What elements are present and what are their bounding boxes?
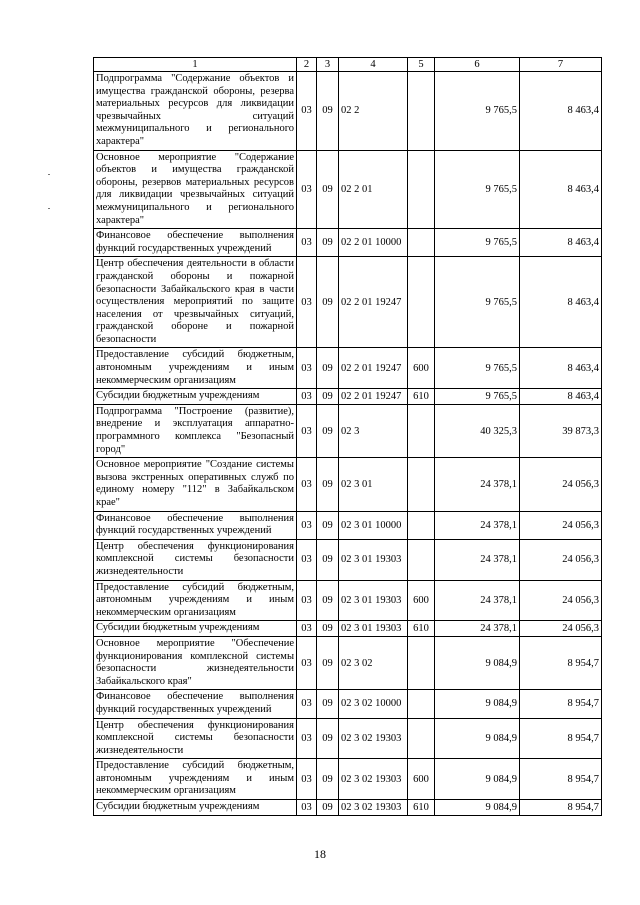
section-code-cell: 03 — [297, 580, 317, 621]
amount-6-cell: 9 765,5 — [435, 389, 520, 405]
target-article-cell: 02 2 01 — [339, 150, 408, 229]
amount-7-cell: 39 873,3 — [520, 404, 602, 457]
column-header: 5 — [408, 58, 435, 72]
amount-7-cell: 24 056,3 — [520, 621, 602, 637]
subsection-code-cell: 09 — [317, 636, 339, 689]
target-article-cell: 02 2 01 19247 — [339, 257, 408, 348]
target-article-cell: 02 3 02 19303 — [339, 759, 408, 800]
expense-type-cell: 610 — [408, 621, 435, 637]
section-code-cell: 03 — [297, 800, 317, 816]
subsection-code-cell: 09 — [317, 348, 339, 389]
amount-6-cell: 9 084,9 — [435, 718, 520, 759]
subsection-code-cell: 09 — [317, 404, 339, 457]
amount-7-cell: 24 056,3 — [520, 580, 602, 621]
expense-type-cell: 600 — [408, 580, 435, 621]
table-row — [94, 404, 602, 457]
row-name-cell: Предоставление субсидий бюджетным, автономным учреждениям и иным некоммерческим организациям — [94, 759, 297, 800]
row-name-cell: Субсидии бюджетным учреждениям — [94, 389, 297, 405]
table-row — [94, 229, 602, 257]
row-name-cell: Подпрограмма "Построение (развитие), внедрение и эксплуатация аппаратно-программного комплекса "Безопасный город" — [94, 404, 297, 457]
section-code-cell: 03 — [297, 718, 317, 759]
table-row — [94, 511, 602, 539]
section-code-cell: 03 — [297, 229, 317, 257]
amount-6-cell: 24 378,1 — [435, 458, 520, 511]
table-row — [94, 458, 602, 511]
scan-speck — [48, 174, 50, 175]
section-code-cell: 03 — [297, 759, 317, 800]
subsection-code-cell: 09 — [317, 539, 339, 580]
target-article-cell: 02 2 01 10000 — [339, 229, 408, 257]
row-name-cell: Основное мероприятие "Обеспечение функционирования комплексной системы безопасности жизнедеятельности Забайкальского края" — [94, 636, 297, 689]
expense-type-cell — [408, 150, 435, 229]
expense-type-cell: 610 — [408, 800, 435, 816]
amount-7-cell: 8 463,4 — [520, 72, 602, 151]
subsection-code-cell: 09 — [317, 759, 339, 800]
expense-type-cell — [408, 229, 435, 257]
expense-type-cell — [408, 539, 435, 580]
target-article-cell: 02 3 02 — [339, 636, 408, 689]
amount-7-cell: 8 954,7 — [520, 800, 602, 816]
table-header-row — [94, 58, 602, 72]
subsection-code-cell: 09 — [317, 718, 339, 759]
amount-7-cell: 24 056,3 — [520, 539, 602, 580]
amount-7-cell: 8 463,4 — [520, 150, 602, 229]
amount-6-cell: 24 378,1 — [435, 580, 520, 621]
page-number: 18 — [314, 847, 326, 861]
amount-6-cell: 9 765,5 — [435, 72, 520, 151]
target-article-cell: 02 3 01 19303 — [339, 580, 408, 621]
section-code-cell: 03 — [297, 539, 317, 580]
row-name-cell: Подпрограмма "Содержание объектов и имущества гражданской обороны, резерва материальных ресурсов для ликвидации чрезвычайных ситуаций межмуниципального и регионального характера" — [94, 72, 297, 151]
expense-type-cell: 600 — [408, 759, 435, 800]
subsection-code-cell: 09 — [317, 72, 339, 151]
row-name-cell: Предоставление субсидий бюджетным, автономным учреждениям и иным некоммерческим организациям — [94, 348, 297, 389]
target-article-cell: 02 3 02 19303 — [339, 800, 408, 816]
amount-6-cell: 9 084,9 — [435, 759, 520, 800]
row-name-cell: Финансовое обеспечение выполнения функций государственных учреждений — [94, 229, 297, 257]
subsection-code-cell: 09 — [317, 580, 339, 621]
amount-6-cell: 9 084,9 — [435, 636, 520, 689]
expense-type-cell — [408, 636, 435, 689]
amount-6-cell: 9 084,9 — [435, 690, 520, 718]
subsection-code-cell: 09 — [317, 621, 339, 637]
column-header: 7 — [520, 58, 602, 72]
target-article-cell: 02 2 — [339, 72, 408, 151]
subsection-code-cell: 09 — [317, 458, 339, 511]
row-name-cell: Субсидии бюджетным учреждениям — [94, 621, 297, 637]
table-row — [94, 690, 602, 718]
row-name-cell: Центр обеспечения деятельности в области гражданской обороны и пожарной безопасности Забайкальского края в части осуществления мероприятий по защите населения от чрезвычайных ситуаций, гражданской обороне и пожарной безопасности — [94, 257, 297, 348]
section-code-cell: 03 — [297, 348, 317, 389]
amount-7-cell: 8 954,7 — [520, 718, 602, 759]
subsection-code-cell: 09 — [317, 690, 339, 718]
amount-7-cell: 8 463,4 — [520, 348, 602, 389]
subsection-code-cell: 09 — [317, 389, 339, 405]
amount-6-cell: 9 765,5 — [435, 150, 520, 229]
amount-6-cell: 40 325,3 — [435, 404, 520, 457]
amount-7-cell: 8 463,4 — [520, 389, 602, 405]
expense-type-cell — [408, 690, 435, 718]
target-article-cell: 02 3 — [339, 404, 408, 457]
row-name-cell: Финансовое обеспечение выполнения функций государственных учреждений — [94, 690, 297, 718]
expense-type-cell — [408, 72, 435, 151]
amount-6-cell: 24 378,1 — [435, 511, 520, 539]
column-header: 3 — [317, 58, 339, 72]
amount-7-cell: 8 954,7 — [520, 636, 602, 689]
column-header: 4 — [339, 58, 408, 72]
amount-7-cell: 8 463,4 — [520, 257, 602, 348]
scan-speck — [48, 208, 50, 209]
section-code-cell: 03 — [297, 511, 317, 539]
target-article-cell: 02 3 01 — [339, 458, 408, 511]
row-name-cell: Центр обеспечения функционирования комплексной системы безопасности жизнедеятельности — [94, 539, 297, 580]
section-code-cell: 03 — [297, 690, 317, 718]
section-code-cell: 03 — [297, 257, 317, 348]
expense-type-cell — [408, 458, 435, 511]
subsection-code-cell: 09 — [317, 257, 339, 348]
expense-type-cell — [408, 404, 435, 457]
target-article-cell: 02 3 01 19303 — [339, 621, 408, 637]
target-article-cell: 02 3 01 19303 — [339, 539, 408, 580]
column-header: 2 — [297, 58, 317, 72]
amount-7-cell: 8 954,7 — [520, 690, 602, 718]
table-row — [94, 759, 602, 800]
column-header: 1 — [94, 58, 297, 72]
target-article-cell: 02 3 02 10000 — [339, 690, 408, 718]
amount-6-cell: 24 378,1 — [435, 621, 520, 637]
section-code-cell: 03 — [297, 621, 317, 637]
table-row — [94, 800, 602, 816]
table-row — [94, 718, 602, 759]
amount-6-cell: 9 765,5 — [435, 348, 520, 389]
amount-7-cell: 8 463,4 — [520, 229, 602, 257]
row-name-cell: Основное мероприятие "Содержание объектов и имущества гражданской обороны, резервов материальных ресурсов для ликвидации чрезвычайных ситуаций межмуниципального и регионального характера" — [94, 150, 297, 229]
target-article-cell: 02 3 02 19303 — [339, 718, 408, 759]
subsection-code-cell: 09 — [317, 229, 339, 257]
target-article-cell: 02 2 01 19247 — [339, 389, 408, 405]
section-code-cell: 03 — [297, 404, 317, 457]
row-name-cell: Финансовое обеспечение выполнения функций государственных учреждений — [94, 511, 297, 539]
amount-6-cell: 9 765,5 — [435, 229, 520, 257]
target-article-cell: 02 3 01 10000 — [339, 511, 408, 539]
amount-7-cell: 24 056,3 — [520, 458, 602, 511]
column-header: 6 — [435, 58, 520, 72]
subsection-code-cell: 09 — [317, 150, 339, 229]
table-row — [94, 621, 602, 637]
expense-type-cell — [408, 718, 435, 759]
section-code-cell: 03 — [297, 72, 317, 151]
row-name-cell: Предоставление субсидий бюджетным, автономным учреждениям и иным некоммерческим организациям — [94, 580, 297, 621]
expense-type-cell — [408, 257, 435, 348]
table-row — [94, 389, 602, 405]
section-code-cell: 03 — [297, 389, 317, 405]
row-name-cell: Центр обеспечения функционирования комплексной системы безопасности жизнедеятельности — [94, 718, 297, 759]
amount-6-cell: 24 378,1 — [435, 539, 520, 580]
row-name-cell: Субсидии бюджетным учреждениям — [94, 800, 297, 816]
subsection-code-cell: 09 — [317, 800, 339, 816]
target-article-cell: 02 2 01 19247 — [339, 348, 408, 389]
amount-6-cell: 9 084,9 — [435, 800, 520, 816]
expense-type-cell: 600 — [408, 348, 435, 389]
table-row — [94, 580, 602, 621]
section-code-cell: 03 — [297, 636, 317, 689]
expense-type-cell: 610 — [408, 389, 435, 405]
table-row — [94, 348, 602, 389]
table-row — [94, 539, 602, 580]
table-row — [94, 636, 602, 689]
row-name-cell: Основное мероприятие "Создание системы вызова экстренных оперативных служб по единому номеру "112" в Забайкальском крае" — [94, 458, 297, 511]
amount-7-cell: 24 056,3 — [520, 511, 602, 539]
table-row — [94, 72, 602, 151]
amount-7-cell: 8 954,7 — [520, 759, 602, 800]
expense-type-cell — [408, 511, 435, 539]
subsection-code-cell: 09 — [317, 511, 339, 539]
budget-table — [93, 57, 602, 816]
section-code-cell: 03 — [297, 458, 317, 511]
section-code-cell: 03 — [297, 150, 317, 229]
amount-6-cell: 9 765,5 — [435, 257, 520, 348]
table-row — [94, 150, 602, 229]
table-row — [94, 257, 602, 348]
